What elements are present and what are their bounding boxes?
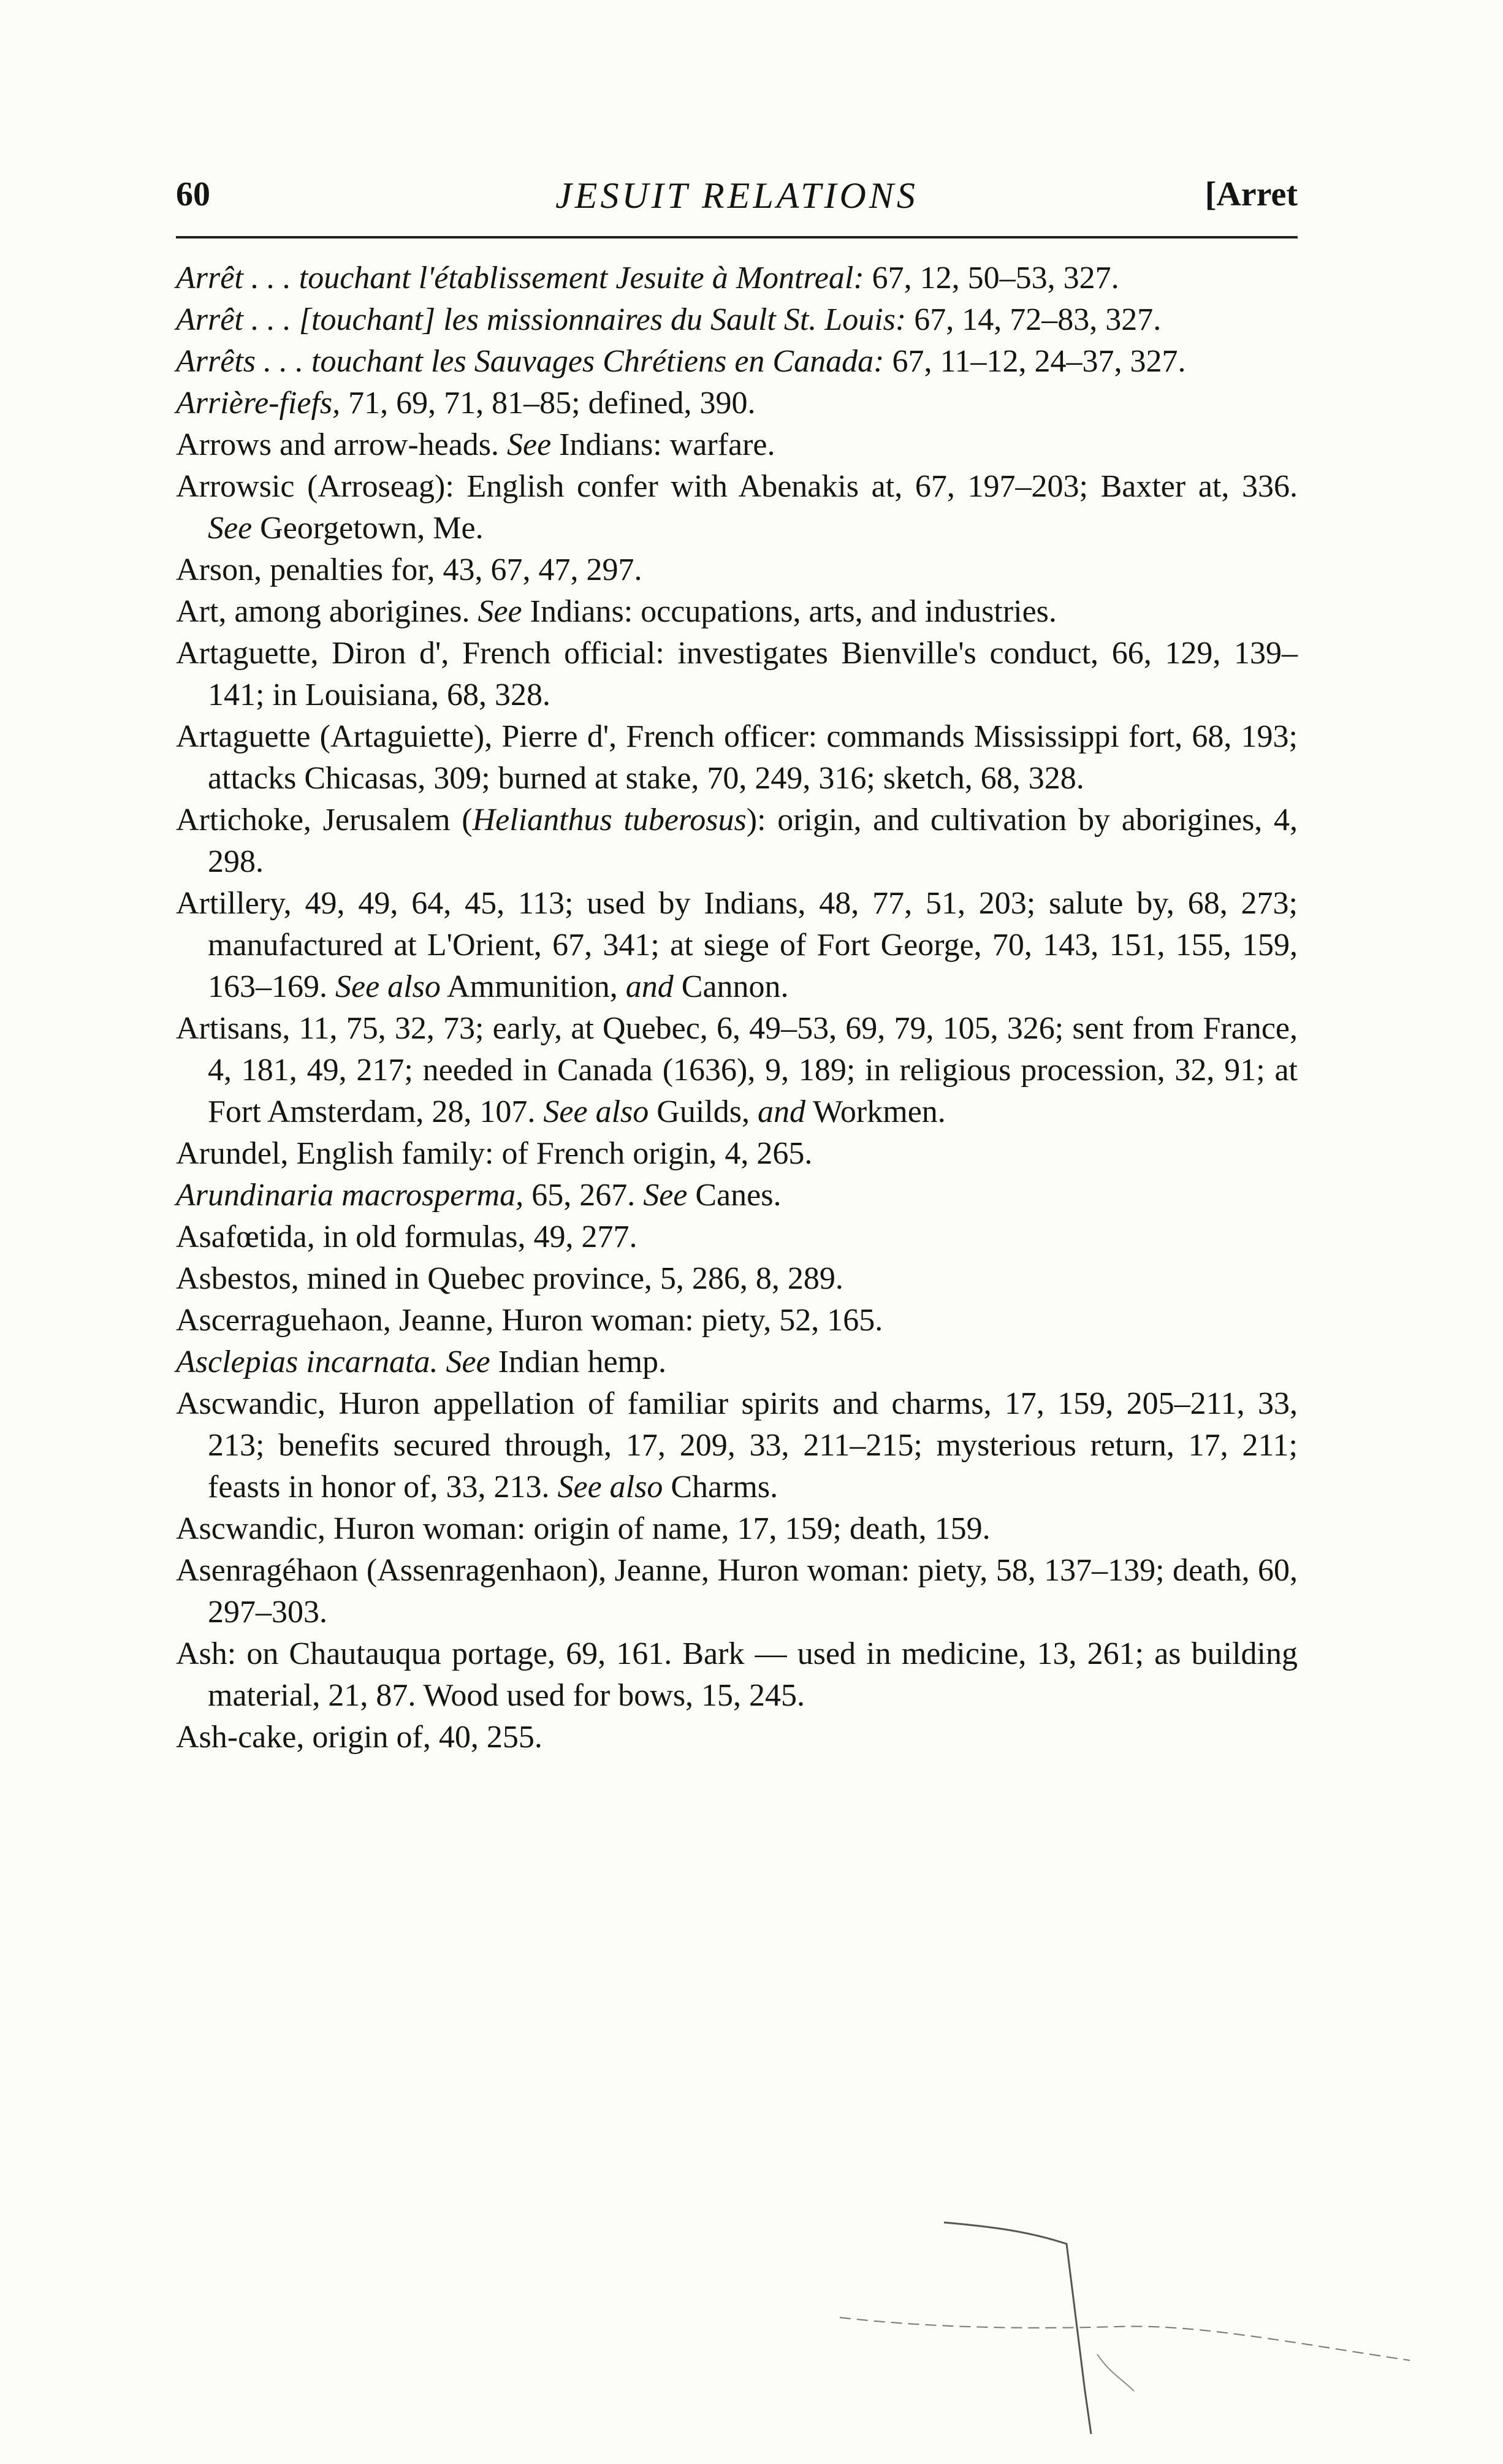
entry-text: Guilds, <box>649 1094 758 1129</box>
entry-text: Georgetown, Me. <box>252 511 484 546</box>
index-entry <box>176 1258 1298 1300</box>
index-entry <box>176 883 1298 1008</box>
page-header <box>176 175 1298 230</box>
entry-text: Arundel, English family: of French origin, 4, 265. <box>176 1136 813 1171</box>
entry-text: 67, 12, 50–53, 327. <box>864 261 1119 296</box>
entry-italic-text: Arrêt . . . touchant l'établissement Jesuite à Montreal: <box>176 261 864 296</box>
pencil-stroke <box>944 2222 1091 2434</box>
entry-text: Artaguette, Diron d', French official: investigates Bienville's conduct, 66, 129, 139–141; in Louisiana, 68, 328. <box>176 636 1298 712</box>
index-entry <box>176 1550 1298 1633</box>
entry-text: 65, 267. <box>523 1178 644 1213</box>
entry-text: Indians: occupations, arts, and industries. <box>522 594 1057 629</box>
index-entry <box>176 549 1298 591</box>
index-entry <box>176 1508 1298 1550</box>
index-entry <box>176 341 1298 383</box>
entry-italic-text: See <box>643 1178 688 1213</box>
index-entry <box>176 1383 1298 1508</box>
entry-text: Ammunition, <box>440 969 626 1004</box>
entry-italic-text: See also <box>557 1470 663 1505</box>
entry-italic-text: See <box>478 594 522 629</box>
entry-text: Workmen. <box>805 1094 946 1129</box>
index-entry <box>176 1300 1298 1341</box>
index-entry <box>176 1175 1298 1216</box>
entry-text: 67, 14, 72–83, 327. <box>906 302 1162 337</box>
index-entry <box>176 716 1298 799</box>
pencil-stroke <box>840 2317 1410 2360</box>
entry-text: Artaguette (Artaguiette), Pierre d', French officer: commands Mississippi fort, 68, 193; attacks Chicasas, 309; burned at stake, 70, 249, 316; sketch, 68, 328. <box>176 719 1298 796</box>
index-entry <box>176 1008 1298 1133</box>
entry-text: Ascwandic, Huron appellation of familiar spirits and charms, 17, 159, 205–211, 33, 213; benefits secured through, 17, 209, 33, 211–215; mysterious return, 17, 211; feasts in honor of, 33, 213. <box>176 1386 1298 1505</box>
index-entry <box>176 799 1298 883</box>
index-entry <box>176 424 1298 466</box>
index-entry <box>176 299 1298 341</box>
entry-italic-text: and <box>625 969 674 1004</box>
entry-italic-text: See <box>507 427 552 462</box>
index-entry <box>176 257 1298 299</box>
entry-text: Asenragéhaon (Assenragenhaon), Jeanne, Huron woman: piety, 58, 137–139; death, 60, 297–303. <box>176 1553 1298 1630</box>
running-head: [Arret <box>1204 175 1298 213</box>
entry-italic-text: Arundinaria macrosperma, <box>176 1178 524 1213</box>
index-entry <box>176 1633 1298 1717</box>
entry-text: Ascwandic, Huron woman: origin of name, 17, 159; death, 159. <box>176 1511 991 1546</box>
index-entry <box>176 591 1298 633</box>
header-rule <box>176 236 1298 238</box>
entry-italic-text: See <box>208 511 253 546</box>
entry-text: Artichoke, Jerusalem ( <box>176 803 473 837</box>
entry-italic-text: Arrêt . . . [touchant] les missionnaires du Sault St. Louis: <box>176 302 907 337</box>
page-number: 60 <box>176 175 210 213</box>
index-entry <box>176 466 1298 549</box>
entry-text: 67, 11–12, 24–37, 327. <box>884 344 1186 379</box>
entry-text: Asafœtida, in old formulas, 49, 277. <box>176 1219 637 1254</box>
entry-text: Ash-cake, origin of, 40, 255. <box>176 1720 542 1755</box>
entry-text: Asbestos, mined in Quebec province, 5, 286, 8, 289. <box>176 1261 843 1296</box>
entry-text: 71, 69, 71, 81–85; defined, 390. <box>340 386 756 421</box>
entry-text: Arrowsic (Arroseag): English confer with Abenakis at, 67, 197–203; Baxter at, 336. <box>176 469 1298 504</box>
entry-text: Arrows and arrow-heads. <box>176 427 508 462</box>
entry-text: Indians: warfare. <box>551 427 775 462</box>
entry-italic-text: See <box>446 1345 490 1379</box>
entry-text: Cannon. <box>673 969 789 1004</box>
index-entry <box>176 633 1298 716</box>
entry-text: Art, among aborigines. <box>176 594 478 629</box>
entry-text: Indian hemp. <box>490 1345 667 1379</box>
index-entry <box>176 1717 1298 1758</box>
entry-text: Charms. <box>663 1470 778 1505</box>
entry-text: Artisans, 11, 75, 32, 73; early, at Quebec, 6, 49–53, 69, 79, 105, 326; sent from France, 4, 181, 49, 217; needed in Canada (1636), 9, 189; in religious procession, 32, 91; at Fort Amsterdam, 28, 107. <box>176 1011 1298 1129</box>
entry-text: Arson, penalties for, 43, 67, 47, 297. <box>176 552 642 587</box>
index-entry <box>176 383 1298 424</box>
entry-text: Canes. <box>687 1178 782 1213</box>
index-entry <box>176 1133 1298 1175</box>
entry-italic-text: Arrière-fiefs, <box>176 386 341 421</box>
index-entry <box>176 1341 1298 1383</box>
index-entries <box>176 257 1298 1758</box>
entry-text: Ash: on Chautauqua portage, 69, 161. Bark — used in medicine, 13, 261; as building material, 21, 87. Wood used for bows, 15, 245. <box>176 1636 1298 1713</box>
entry-text: Ascerraguehaon, Jeanne, Huron woman: piety, 52, 165. <box>176 1303 883 1338</box>
entry-text: ): origin, and cultivation by aborigines, 4, 298. <box>208 803 1298 879</box>
entry-text <box>438 1345 446 1379</box>
entry-italic-text: and <box>757 1094 805 1129</box>
entry-italic-text: See also <box>335 969 441 1004</box>
entry-italic-text: Asclepias incarnata. <box>176 1345 438 1379</box>
entry-italic-text: See also <box>543 1094 649 1129</box>
index-entry <box>176 1216 1298 1258</box>
running-title: JESUIT RELATIONS <box>555 175 918 216</box>
entry-text: Artillery, 49, 49, 64, 45, 113; used by Indians, 48, 77, 51, 203; salute by, 68, 273; manufactured at L'Orient, 67, 341; at siege of Fort George, 70, 143, 151, 155, 159, 163–169. <box>176 886 1298 1004</box>
entry-italic-text: Helianthus tuberosus <box>472 803 747 837</box>
entry-italic-text: Arrêts . . . touchant les Sauvages Chrétiens en Canada: <box>176 344 885 379</box>
pencil-stroke <box>1097 2354 1134 2391</box>
